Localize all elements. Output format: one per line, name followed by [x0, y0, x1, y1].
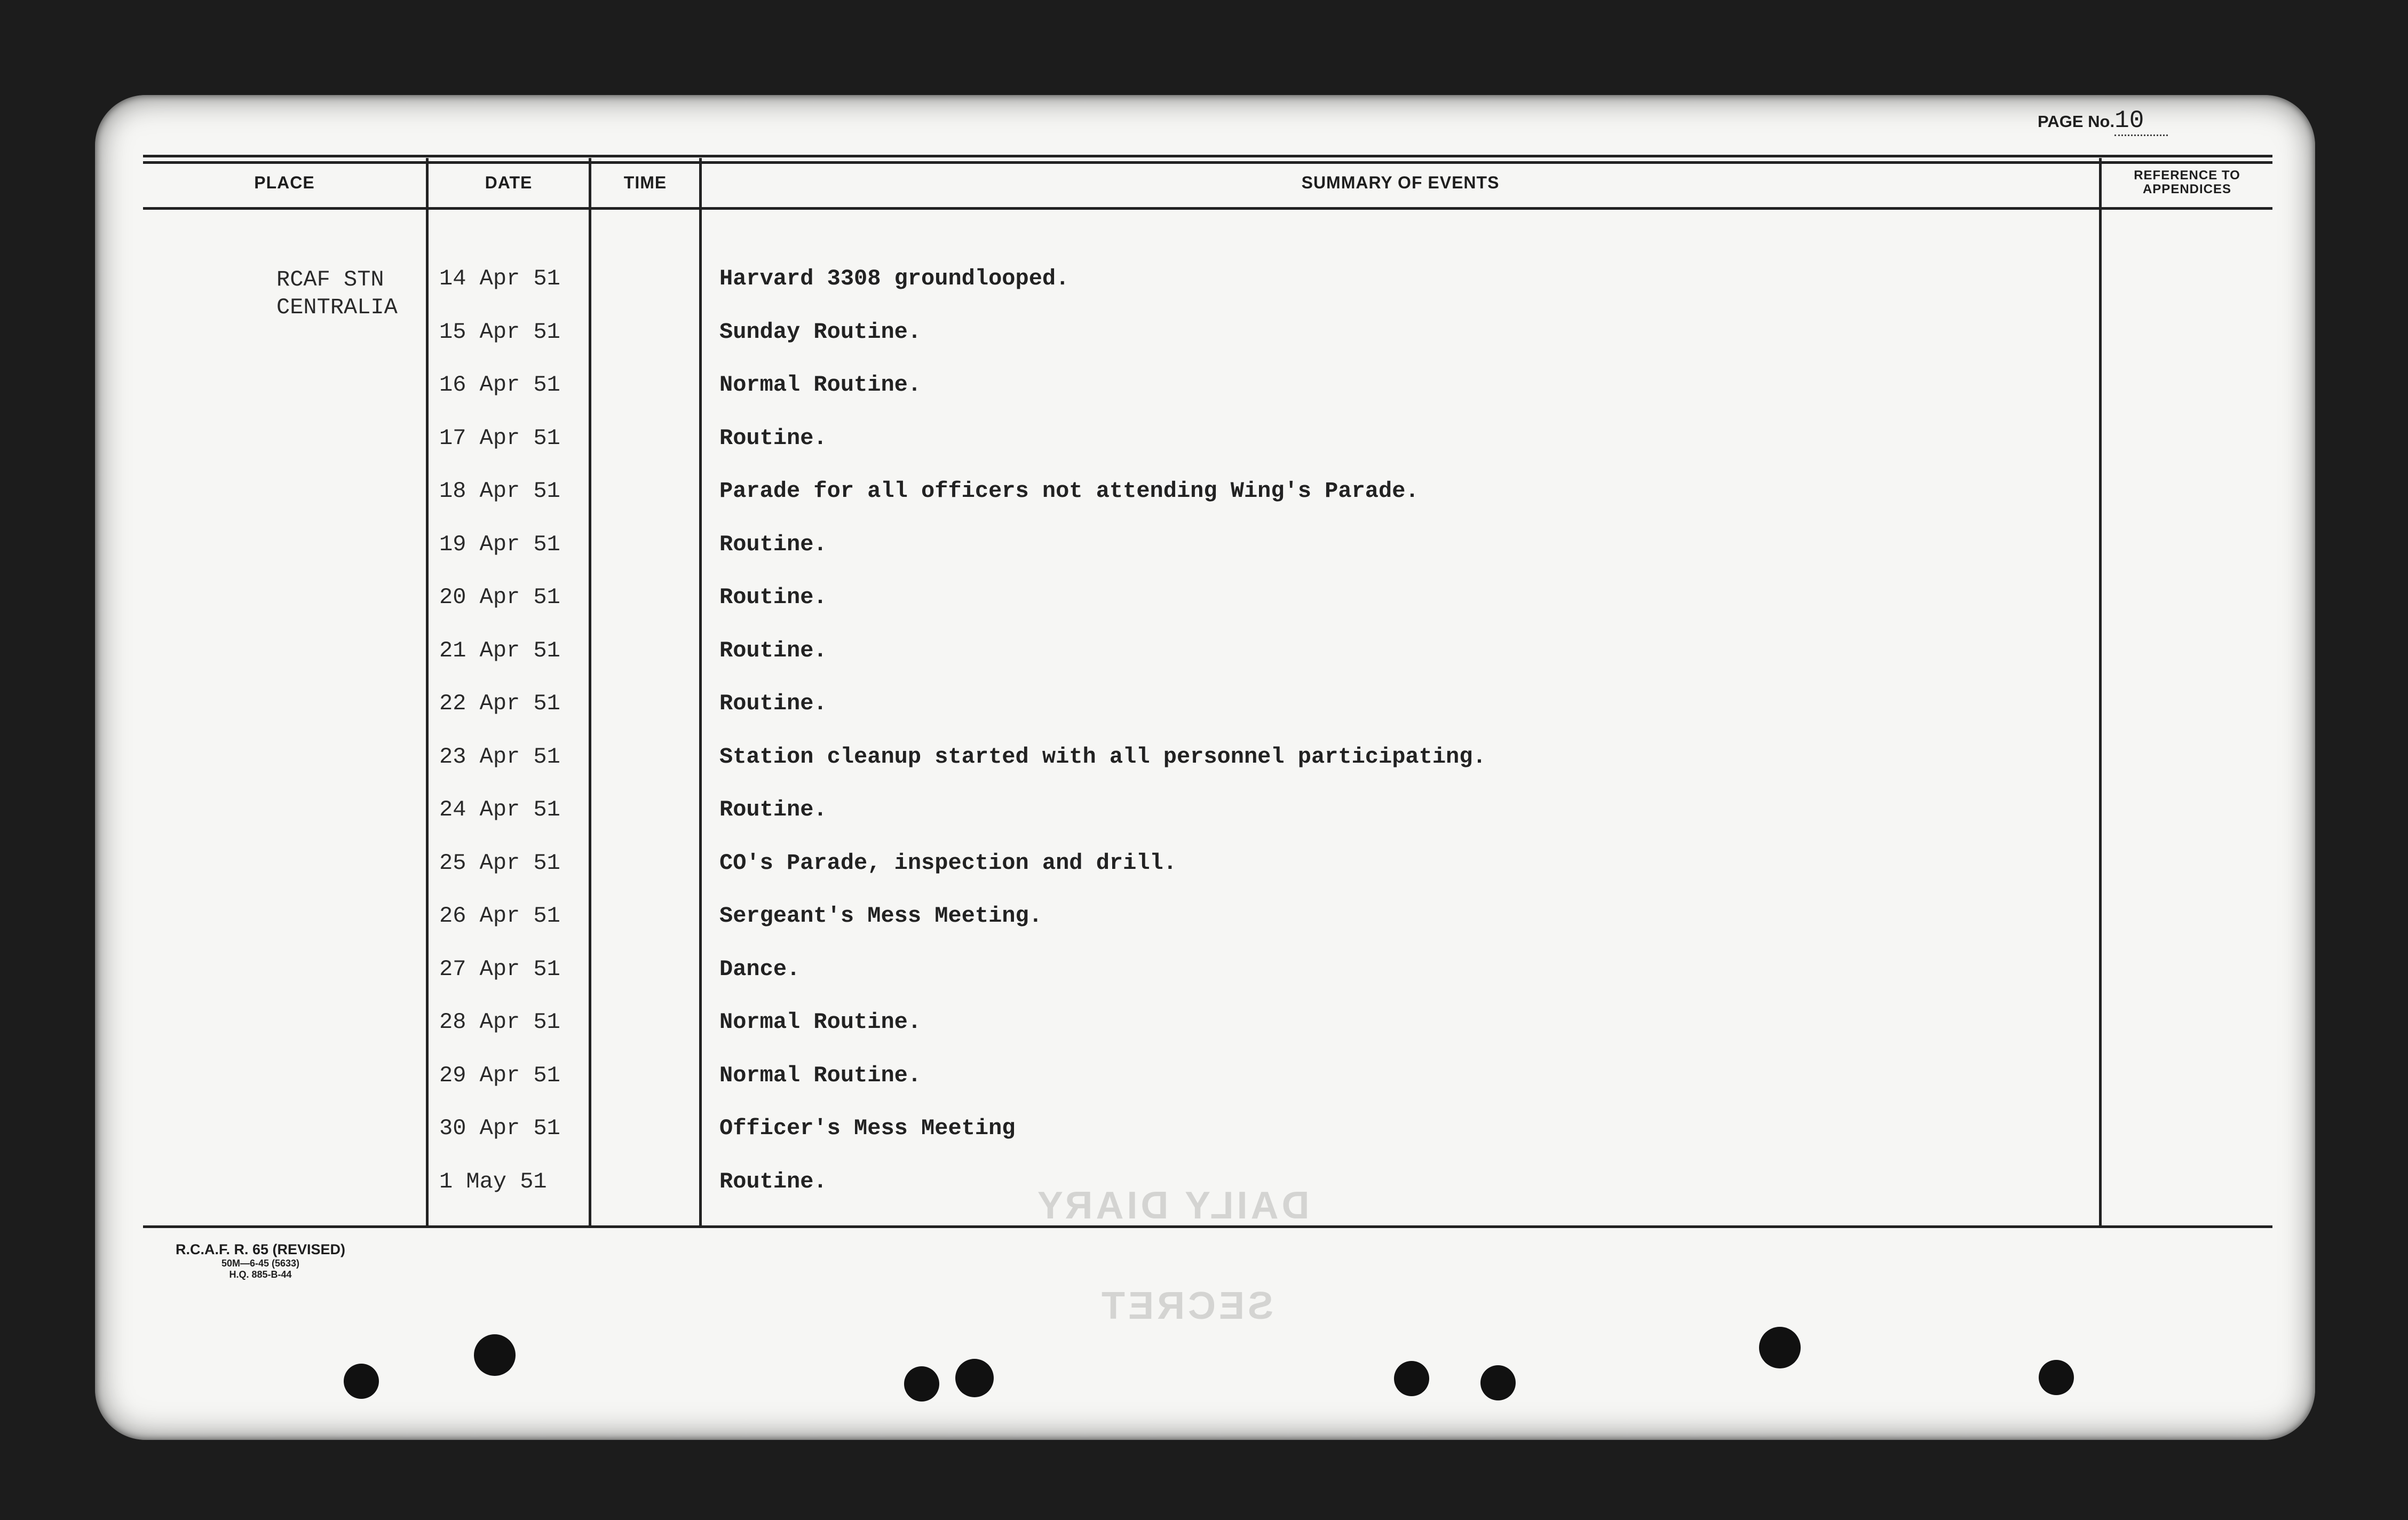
header-place: PLACE: [254, 172, 315, 192]
entry-event: Routine.: [719, 1168, 827, 1194]
table-row: [95, 891, 2315, 945]
entry-event: CO's Parade, inspection and drill.: [719, 850, 1177, 876]
entry-event: Harvard 3308 groundlooped.: [719, 266, 1070, 291]
header-bottom-rule: [143, 207, 2272, 210]
entry-event: Routine.: [719, 691, 827, 716]
entry-event: Station cleanup started with all personnel participating.: [719, 743, 1486, 770]
table-row: [95, 1104, 2315, 1157]
entry-date: 1 May 51: [439, 1168, 547, 1194]
entry-date: 20 Apr 51: [439, 584, 560, 610]
entry-date: 24 Apr 51: [439, 797, 560, 822]
entry-event: Routine.: [719, 425, 827, 451]
show-through-text-1: DAILY DIARY: [1034, 1184, 1310, 1227]
table-row: [95, 307, 2315, 361]
entry-date: 14 Apr 51: [439, 266, 560, 291]
entry-event: Sunday Routine.: [719, 319, 922, 345]
table-row: [95, 414, 2315, 467]
show-through-text-2: SECRET: [1098, 1285, 1274, 1327]
table-row: [95, 679, 2315, 732]
entry-event: Normal Routine.: [719, 1009, 922, 1035]
entry-event: Dance.: [719, 956, 801, 982]
entry-date: 23 Apr 51: [439, 743, 560, 770]
punch-hole: [2039, 1360, 2074, 1395]
diary-card: [95, 95, 2315, 1440]
punch-hole: [344, 1364, 379, 1399]
table-row: [95, 1051, 2315, 1104]
table-row: [95, 466, 2315, 520]
table-row: [95, 732, 2315, 786]
entry-date: 29 Apr 51: [439, 1062, 560, 1088]
header-reference-line2: APPENDICES: [2142, 182, 2232, 196]
entry-date: 16 Apr 51: [439, 372, 560, 398]
punch-hole: [1759, 1327, 1801, 1368]
punch-hole: [474, 1334, 516, 1376]
entry-date: 18 Apr 51: [439, 478, 560, 504]
header-summary: SUMMARY OF EVENTS: [1301, 172, 1500, 192]
entry-event: Sergeant's Mess Meeting.: [719, 903, 1042, 929]
table-row: [95, 626, 2315, 679]
header-reference-line1: REFERENCE TO: [2134, 168, 2240, 183]
entry-event: Routine.: [719, 531, 827, 557]
entry-date: 26 Apr 51: [439, 903, 560, 929]
place-line1: RCAF STN: [276, 267, 384, 292]
punch-hole: [955, 1359, 994, 1397]
entry-event: Normal Routine.: [719, 372, 922, 398]
header-time: TIME: [623, 172, 667, 192]
entry-event: Routine.: [719, 584, 827, 610]
table-row: [95, 838, 2315, 892]
top-rule-1: [143, 155, 2272, 157]
entry-event: Routine.: [719, 797, 827, 822]
entry-event: Normal Routine.: [719, 1062, 922, 1088]
punch-hole: [1480, 1365, 1516, 1400]
header-date: DATE: [485, 172, 533, 192]
entry-date: 28 Apr 51: [439, 1009, 560, 1035]
punch-hole: [1394, 1361, 1429, 1396]
entry-event: Officer's Mess Meeting: [719, 1115, 1016, 1141]
page-number: [2038, 107, 2168, 136]
entry-date: 30 Apr 51: [439, 1115, 560, 1141]
table-row: [95, 520, 2315, 573]
form-number-line3: H.Q. 885-B-44: [229, 1269, 292, 1280]
entry-date: 25 Apr 51: [439, 850, 560, 876]
table-row: [95, 254, 2315, 307]
form-number: [148, 1241, 373, 1280]
header-reference: [2102, 158, 2272, 207]
entry-date: 17 Apr 51: [439, 425, 560, 451]
page-number-value: 10: [2114, 107, 2168, 136]
table-row: [95, 998, 2315, 1051]
entry-date: 27 Apr 51: [439, 956, 560, 982]
entry-date: 21 Apr 51: [439, 637, 560, 663]
table-row: [95, 573, 2315, 626]
punch-hole: [904, 1366, 939, 1402]
table-row: [95, 945, 2315, 998]
entry-date: 19 Apr 51: [439, 531, 560, 557]
entry-event: Routine.: [719, 637, 827, 663]
entry-date: 15 Apr 51: [439, 319, 560, 345]
entry-date: 22 Apr 51: [439, 691, 560, 716]
table-row: [95, 785, 2315, 838]
page-number-label: PAGE No.: [2038, 112, 2115, 131]
form-number-line2: 50M—6-45 (5633): [221, 1258, 300, 1269]
place-line2: CENTRALIA: [276, 295, 398, 320]
table-row: [95, 360, 2315, 414]
entry-event: Parade for all officers not attending Wing's Parade.: [719, 478, 1419, 504]
form-number-line1: R.C.A.F. R. 65 (REVISED): [175, 1241, 346, 1257]
